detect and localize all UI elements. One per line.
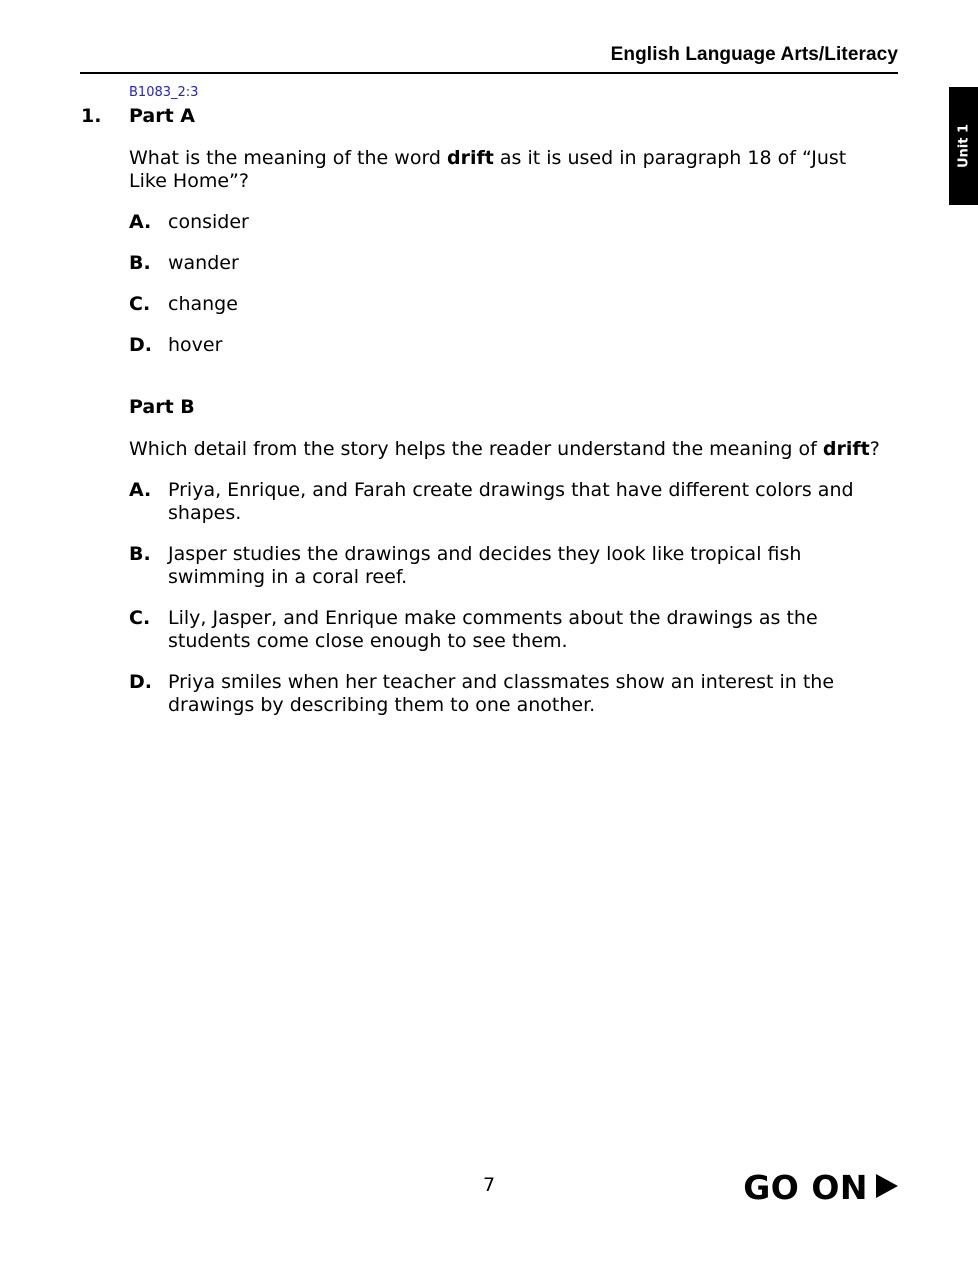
option-letter: B. <box>129 252 151 274</box>
option-letter: B. <box>129 543 151 565</box>
answer-option-d[interactable] <box>129 671 889 717</box>
page-header-title: English Language Arts/Literacy <box>610 44 898 65</box>
part-a-options <box>129 211 889 357</box>
option-letter: A. <box>129 211 152 233</box>
part-a <box>129 105 889 357</box>
option-text: Lily, Jasper, and Enrique make comments about the drawings as the students come close enough to see them. <box>168 607 818 652</box>
option-text: wander <box>168 252 239 274</box>
question-content <box>129 105 889 735</box>
question-number: 1. <box>81 105 102 127</box>
option-text: Priya smiles when her teacher and classmates show an interest in the drawings by describing them to one another. <box>168 671 835 716</box>
part-a-label: Part A <box>129 105 196 127</box>
answer-option-d[interactable] <box>129 334 889 357</box>
part-b-stem-keyword: drift <box>822 438 870 460</box>
go-on-indicator <box>743 1168 898 1207</box>
page-number: 7 <box>482 1174 496 1196</box>
answer-option-b[interactable] <box>129 543 889 589</box>
option-letter: D. <box>129 334 152 356</box>
option-letter: C. <box>129 293 151 315</box>
option-letter: C. <box>129 607 151 629</box>
unit-tab <box>949 87 978 205</box>
part-b-stem-text-before: Which detail from the story helps the reader understand the meaning of <box>129 438 823 460</box>
option-letter: A. <box>129 479 152 501</box>
option-text: change <box>168 293 238 315</box>
answer-option-c[interactable] <box>129 293 889 316</box>
right-triangle-arrow-icon <box>876 1174 898 1198</box>
header-divider <box>80 72 898 74</box>
part-a-stem-text-before: What is the meaning of the word <box>129 147 448 169</box>
part-a-stem <box>129 147 889 193</box>
option-text: Jasper studies the drawings and decides they look like tropical fish swimming in a coral reef. <box>168 543 802 588</box>
answer-option-c[interactable] <box>129 607 889 653</box>
item-code: B1083_2:3 <box>129 85 199 100</box>
option-letter: D. <box>129 671 152 693</box>
part-b-stem <box>129 438 889 461</box>
option-text: Priya, Enrique, and Farah create drawings that have different colors and shapes. <box>168 479 854 524</box>
part-a-stem-keyword: drift <box>447 147 494 169</box>
part-b-options <box>129 479 889 717</box>
answer-option-a[interactable] <box>129 479 889 525</box>
part-b-stem-text-after: ? <box>869 438 880 460</box>
answer-option-b[interactable] <box>129 252 889 275</box>
answer-option-a[interactable] <box>129 211 889 234</box>
part-b <box>129 396 889 717</box>
option-text: hover <box>168 334 223 356</box>
option-text: consider <box>168 211 249 233</box>
part-a-stem-text-after: as it is used in paragraph 18 of “Just Like Home”? <box>129 147 847 192</box>
unit-tab-label: Unit 1 <box>956 123 971 169</box>
part-b-label: Part B <box>129 396 195 418</box>
go-on-label: GO ON <box>743 1168 868 1207</box>
